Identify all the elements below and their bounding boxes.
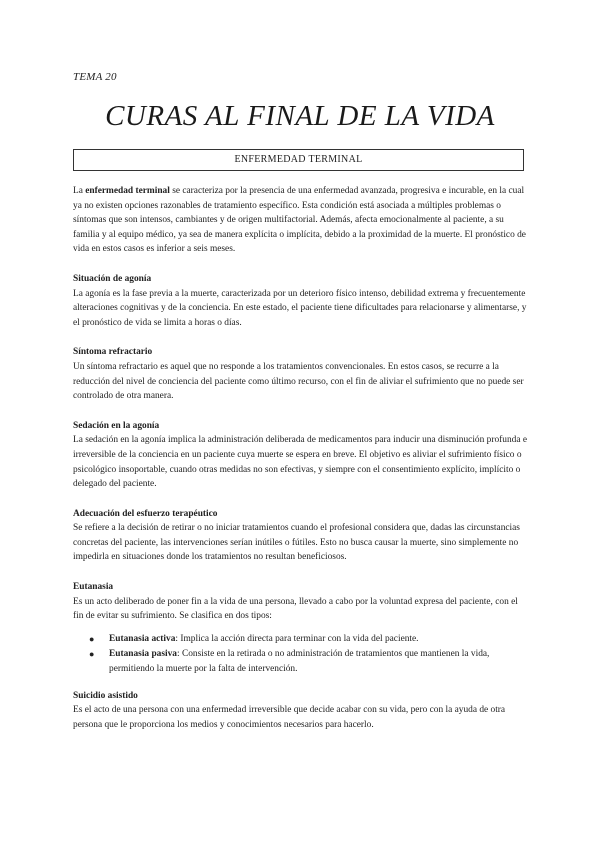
bullet-icon: ●: [89, 633, 95, 644]
section-heading: Sedación en la agonía: [73, 420, 160, 431]
section-adecuacion: [73, 507, 528, 565]
section-text: Se refiere a la decisión de retirar o no iniciar tratamientos cuando el profesional considera que, dadas las circunstancias concretas del paciente, las intervenciones serían inútiles o fútiles. Esto no busca causar la muerte, sino simplemente no impedirla en situaciones donde los tratamientos no resultan beneficiosos.: [73, 523, 520, 563]
section-heading: Adecuación del esfuerzo terapéutico: [73, 508, 218, 519]
list-item-term: Eutanasia pasiva: [109, 649, 177, 660]
intro-term: enfermedad terminal: [85, 186, 170, 196]
list-item-text: : Consiste en la retirada o no administración de tratamientos que mantienen la vida, permitiendo la muerte por la falta de intervención.: [109, 649, 490, 675]
list-item-text: : Implica la acción directa para terminar con la vida del paciente.: [175, 633, 419, 644]
section-heading: Situación de agonía: [73, 273, 152, 284]
bullet-icon: ●: [89, 649, 95, 660]
section-text: Es el acto de una persona con una enfermedad irreversible que decide acabar con su vida, pero con la ayuda de otra persona que le proporciona los medios y conocimientos necesarios para hacerlo.: [73, 705, 506, 730]
section-heading: Síntoma refractario: [73, 347, 153, 358]
intro-body: se caracteriza por la presencia de una enfermedad avanzada, progresiva e incurable, en la cual ya no existen opciones razonables de tratamiento específico. Esta condición está asociada a múltiples problemas o síntomas que son intensos, cambiantes y de origen multifactorial. Además, afecta emocionalmente al paciente, a su familia y al equipo médico, ya sea de manera explícita o implícita, debido a la proximidad de la muerte. El pronóstico de vida en estos casos es inferior a seis meses.: [73, 186, 526, 255]
section-refractario: [73, 345, 528, 403]
section-text: Es un acto deliberado de poner fin a la vida de una persona, llevado a cabo por la voluntad expresa del paciente, con el fin de evitar su sufrimiento. Se clasifica en dos tipos:: [73, 596, 518, 622]
intro-prefix: La: [73, 186, 86, 196]
section-text: Un síntoma refractario es aquel que no responde a los tratamientos convencionales. En estos casos, se recurre a la reducción del nivel de conciencia del paciente como último recurso, con el fin de aliviar el sufrimiento que no puede ser controlado de otra manera.: [73, 361, 524, 402]
section-header-box: ENFERMEDAD TERMINAL: [73, 149, 524, 171]
section-sedacion: [73, 419, 528, 492]
topic-number: TEMA 20: [73, 71, 117, 83]
section-suicidio: [73, 689, 528, 733]
eutanasia-types-list: [73, 632, 528, 677]
section-text: La sedación en la agonía implica la administración deliberada de medicamentos para inducir una disminución profunda e irreversible de la conciencia en un paciente cuya muerte se espera en breve. El objetivo es aliviar el sufrimiento físico o psicológico insoportable, cuando otras medidas no son efectivas, y siempre con el consentimiento explícito, implícito o delegado del paciente.: [73, 435, 528, 490]
list-item-term: Eutanasia activa: [109, 633, 176, 644]
section-eutanasia: [73, 580, 528, 677]
list-item: [73, 647, 528, 676]
list-item: [73, 632, 528, 647]
intro-text: [73, 184, 528, 257]
section-agonia: [73, 272, 528, 330]
section-heading: Suicidio asistido: [73, 690, 138, 701]
section-heading: Eutanasia: [73, 582, 114, 593]
intro-paragraph: [73, 184, 528, 257]
page-title: CURAS AL FINAL DE LA VIDA: [105, 100, 495, 132]
document-body: [73, 184, 528, 747]
section-text: La agonía es la fase previa a la muerte, caracterizada por un deterioro físico intenso, debilidad extrema y frecuentemente alteraciones cognitivas y de la conciencia. En este estado, el paciente tiene dificultades para relacionarse y alimentarse, y el pronóstico de vida se limita a horas o días.: [73, 288, 527, 328]
